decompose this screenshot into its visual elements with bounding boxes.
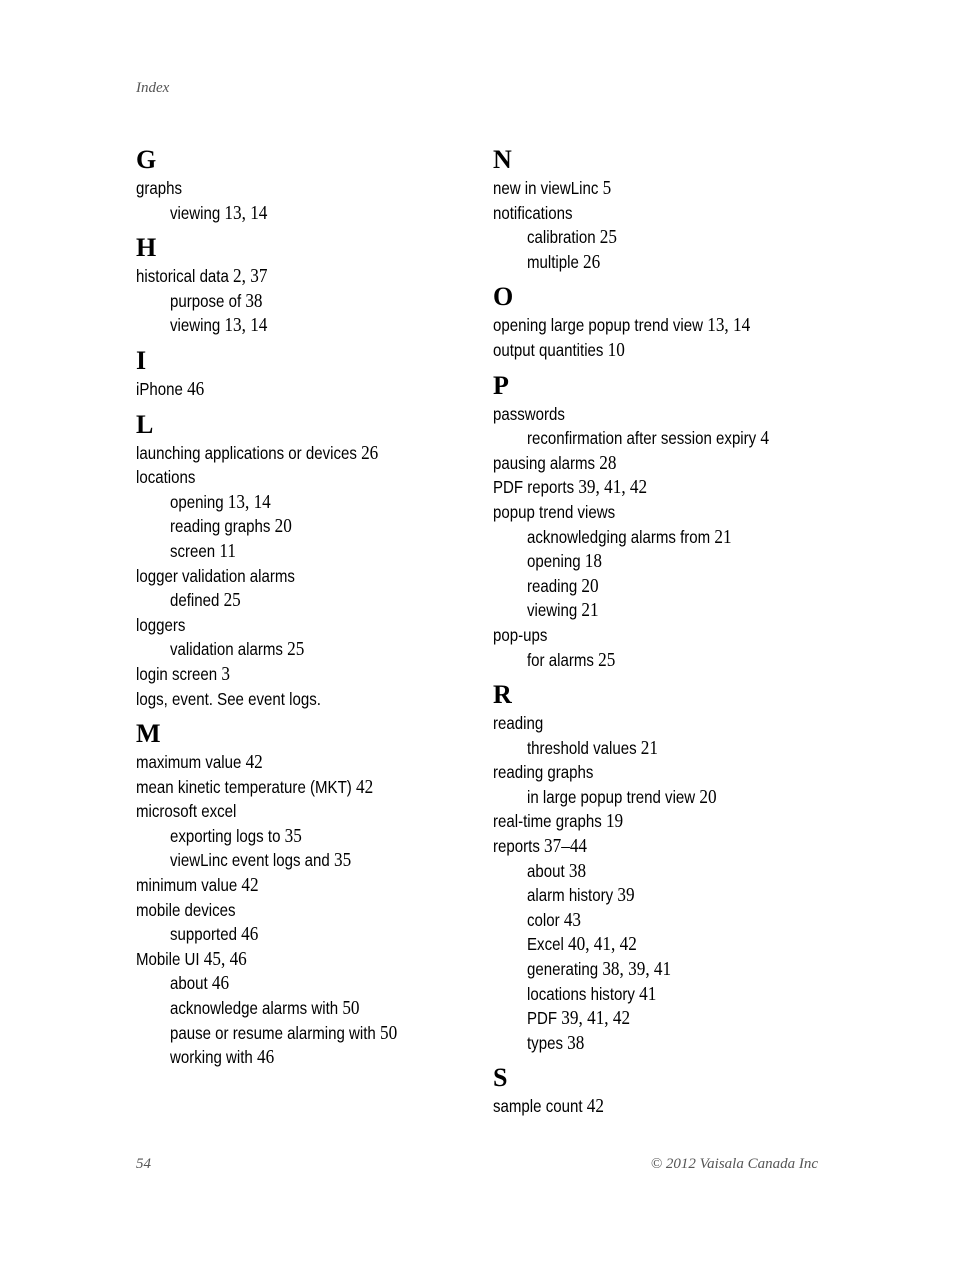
index-term: opening large popup trend view bbox=[493, 315, 704, 336]
index-page-refs: 46 bbox=[211, 972, 230, 995]
index-term: reports bbox=[493, 836, 540, 857]
index-term: mobile devices bbox=[136, 899, 236, 920]
index-subentry bbox=[136, 996, 476, 1021]
index-term: real-time graphs bbox=[493, 811, 602, 832]
index-page-refs: 21 bbox=[640, 736, 659, 759]
index-entry bbox=[493, 451, 833, 476]
index-page-refs: 38, 39, 41 bbox=[602, 958, 672, 981]
index-term: viewing bbox=[527, 600, 578, 621]
index-term: output quantities bbox=[493, 339, 604, 360]
index-term: generating bbox=[527, 959, 599, 980]
index-entry bbox=[136, 662, 476, 687]
index-term: exporting logs to bbox=[170, 825, 281, 846]
index-page-refs: 37–44 bbox=[544, 835, 588, 858]
index-subentry bbox=[136, 1021, 476, 1046]
index-subentry bbox=[136, 313, 476, 338]
index-subentry bbox=[136, 824, 476, 849]
index-subentry bbox=[136, 922, 476, 947]
index-term: pop-ups bbox=[493, 624, 548, 645]
index-page-refs: 13, 14 bbox=[227, 490, 271, 513]
index-page-refs: 35 bbox=[284, 824, 302, 847]
index-term: reading bbox=[493, 713, 544, 734]
index-page-refs: 39 bbox=[617, 884, 635, 907]
index-page-refs: 25 bbox=[599, 226, 618, 249]
index-entry bbox=[493, 623, 833, 648]
index-subentry bbox=[493, 598, 833, 623]
index-term: purpose of bbox=[170, 290, 242, 311]
index-term: calibration bbox=[527, 227, 596, 248]
index-entry bbox=[136, 775, 476, 800]
index-page-refs: 42 bbox=[586, 1095, 604, 1118]
index-term: locations bbox=[136, 467, 196, 488]
index-term: screen bbox=[170, 540, 216, 561]
index-section-letter: P bbox=[493, 370, 509, 400]
index-subentry bbox=[136, 637, 476, 662]
index-entry bbox=[493, 475, 833, 500]
index-term: supported bbox=[170, 924, 237, 945]
index-subentry bbox=[493, 250, 833, 275]
index-page-refs: 25 bbox=[223, 589, 241, 612]
index-subentry bbox=[493, 883, 833, 908]
index-entry bbox=[136, 465, 476, 490]
index-term: loggers bbox=[136, 614, 186, 635]
index-subentry bbox=[493, 785, 833, 810]
index-term: types bbox=[527, 1032, 563, 1053]
index-page-refs: 20 bbox=[581, 574, 599, 597]
index-entry bbox=[493, 760, 833, 785]
index-entry bbox=[136, 750, 476, 775]
index-subentry bbox=[136, 539, 476, 564]
index-section-letter: G bbox=[136, 145, 157, 174]
index-term: reconfirmation after session expiry bbox=[527, 428, 757, 449]
index-page-refs: 35 bbox=[333, 849, 352, 872]
index-term: threshold values bbox=[527, 737, 637, 758]
index-page-refs: 42 bbox=[241, 874, 259, 897]
index-page-refs: 13, 14 bbox=[224, 201, 268, 224]
index-entry bbox=[493, 338, 833, 363]
index-term: new in viewLinc bbox=[493, 178, 599, 198]
index-term: reading graphs bbox=[493, 762, 594, 783]
index-page-refs: 46 bbox=[241, 923, 259, 946]
index-term: color bbox=[527, 909, 560, 930]
index-entry bbox=[136, 441, 476, 466]
index-term: opening bbox=[170, 491, 224, 512]
index-subentry bbox=[493, 1031, 833, 1056]
index-term: sample count bbox=[493, 1096, 583, 1117]
index-page-refs: 42 bbox=[245, 751, 263, 774]
index-entry bbox=[493, 500, 833, 525]
index-page-refs: 13, 14 bbox=[224, 314, 268, 337]
index-entry bbox=[136, 687, 476, 712]
index-subentry bbox=[493, 908, 833, 933]
index-section-letter: S bbox=[493, 1063, 508, 1093]
index-page-refs: 43 bbox=[563, 908, 582, 931]
index-entry bbox=[136, 564, 476, 589]
index-page-refs: 39, 41, 42 bbox=[561, 1007, 631, 1030]
index-entry bbox=[493, 176, 833, 201]
index-term: viewing bbox=[170, 202, 221, 223]
index-page-refs: 5 bbox=[602, 177, 612, 199]
running-header: Index bbox=[136, 80, 170, 96]
index-term: graphs bbox=[136, 178, 183, 198]
index-subentry bbox=[493, 648, 833, 673]
index-page-refs: 42 bbox=[355, 775, 374, 798]
index-term: passwords bbox=[493, 403, 565, 424]
index-term: alarm history bbox=[527, 885, 614, 906]
index-entry bbox=[136, 613, 476, 638]
index-term: logs, event. See event logs. bbox=[136, 688, 321, 709]
index-page-refs: 25 bbox=[287, 638, 305, 661]
index-page-refs: 50 bbox=[379, 1021, 398, 1044]
index-term: historical data bbox=[136, 266, 229, 287]
index-entry bbox=[493, 402, 833, 427]
index-page-refs: 11 bbox=[219, 539, 236, 562]
index-page-refs: 38 bbox=[568, 859, 587, 882]
index-page-refs: 21 bbox=[581, 599, 599, 622]
index-page-refs: 2, 37 bbox=[233, 265, 268, 288]
index-term: acknowledge alarms with bbox=[170, 998, 339, 1019]
index-subentry bbox=[136, 490, 476, 515]
index-term: PDF bbox=[527, 1008, 558, 1029]
index-term: viewing bbox=[170, 315, 221, 336]
index-page-refs: 19 bbox=[605, 810, 624, 833]
index-term: launching applications or devices bbox=[136, 442, 357, 463]
index-term: opening bbox=[527, 551, 581, 572]
index-page-refs: 26 bbox=[583, 250, 601, 273]
index-term: in large popup trend view bbox=[527, 786, 696, 807]
index-page-refs: 40, 41, 42 bbox=[567, 933, 637, 956]
index-term: microsoft excel bbox=[136, 801, 237, 822]
index-term: logger validation alarms bbox=[136, 565, 295, 586]
index-page-refs: 38 bbox=[245, 289, 263, 312]
index-term: popup trend views bbox=[493, 501, 616, 522]
index-subentry bbox=[136, 588, 476, 613]
index-entry bbox=[493, 711, 833, 736]
index-entry bbox=[136, 947, 476, 972]
index-column-right bbox=[493, 143, 833, 1119]
index-term: minimum value bbox=[136, 875, 238, 896]
index-column-left bbox=[136, 143, 476, 1070]
index-subentry bbox=[493, 859, 833, 884]
index-page-refs: 50 bbox=[342, 997, 360, 1020]
index-entry bbox=[493, 809, 833, 834]
index-section-letter: H bbox=[136, 233, 157, 263]
index-term: viewLinc event logs and bbox=[170, 850, 330, 871]
index-entry bbox=[136, 377, 476, 402]
index-subentry bbox=[136, 514, 476, 539]
index-page-refs: 46 bbox=[257, 1046, 275, 1069]
index-term: login screen bbox=[136, 663, 218, 684]
index-term: pause or resume alarming with bbox=[170, 1022, 376, 1043]
index-page-refs: 13, 14 bbox=[707, 314, 751, 337]
index-page-refs: 46 bbox=[187, 377, 205, 400]
index-term: notifications bbox=[493, 202, 573, 223]
index-term: working with bbox=[170, 1047, 253, 1068]
copyright-notice: © 2012 Vaisala Canada Inc bbox=[650, 1156, 818, 1172]
index-page-refs: 39, 41, 42 bbox=[578, 476, 648, 499]
index-term: about bbox=[527, 860, 565, 881]
index-entry bbox=[493, 313, 833, 338]
index-term: reading graphs bbox=[170, 516, 271, 537]
index-entry bbox=[136, 176, 476, 201]
index-subentry bbox=[493, 736, 833, 761]
index-page-refs: 21 bbox=[714, 525, 732, 548]
index-entry bbox=[493, 834, 833, 859]
index-term: Excel bbox=[527, 934, 564, 955]
index-section-letter: I bbox=[136, 345, 147, 375]
index-subentry bbox=[493, 982, 833, 1007]
index-term: pausing alarms bbox=[493, 452, 596, 473]
index-subentry bbox=[493, 957, 833, 982]
index-subentry bbox=[493, 426, 833, 451]
index-page-refs: 20 bbox=[699, 785, 717, 808]
index-term: validation alarms bbox=[170, 639, 283, 660]
index-term: defined bbox=[170, 590, 220, 611]
index-page-refs: 10 bbox=[607, 338, 625, 361]
index-page-refs: 18 bbox=[584, 550, 602, 573]
index-term: about bbox=[170, 973, 208, 994]
index-term: iPhone bbox=[136, 378, 183, 399]
index-term: PDF reports bbox=[493, 477, 575, 498]
index-subentry bbox=[493, 1006, 833, 1031]
index-entry bbox=[136, 873, 476, 898]
index-page-refs: 28 bbox=[599, 451, 617, 474]
index-term: mean kinetic temperature (MKT) bbox=[136, 776, 352, 797]
index-term: acknowledging alarms from bbox=[527, 526, 711, 547]
index-subentry bbox=[493, 574, 833, 599]
index-subentry bbox=[493, 525, 833, 550]
index-subentry bbox=[136, 848, 476, 873]
index-subentry bbox=[136, 201, 476, 226]
index-entry bbox=[493, 201, 833, 226]
index-page-refs: 3 bbox=[221, 662, 230, 685]
index-subentry bbox=[136, 1045, 476, 1070]
index-entry bbox=[136, 799, 476, 824]
index-term: maximum value bbox=[136, 752, 242, 773]
index-term: Mobile UI bbox=[136, 948, 200, 969]
index-section-letter: M bbox=[136, 719, 161, 749]
index-term: for alarms bbox=[527, 649, 594, 670]
index-entry bbox=[136, 898, 476, 923]
index-page-refs: 26 bbox=[361, 441, 379, 464]
index-subentry bbox=[493, 932, 833, 957]
index-section-letter: R bbox=[493, 680, 512, 710]
page-number: 54 bbox=[136, 1156, 151, 1172]
index-page-refs: 20 bbox=[274, 515, 292, 538]
index-entry bbox=[493, 1094, 833, 1119]
index-term: reading bbox=[527, 575, 578, 596]
index-page-refs: 25 bbox=[598, 648, 616, 671]
index-page-refs: 41 bbox=[639, 982, 657, 1005]
index-section-letter: N bbox=[493, 145, 512, 174]
index-term: locations history bbox=[527, 983, 635, 1004]
index-entry bbox=[136, 264, 476, 289]
index-subentry bbox=[136, 971, 476, 996]
index-page-refs: 38 bbox=[567, 1031, 585, 1054]
index-section-letter: O bbox=[493, 282, 514, 312]
index-term: multiple bbox=[527, 251, 579, 272]
index-subentry bbox=[493, 549, 833, 574]
index-page-refs: 4 bbox=[760, 427, 769, 450]
index-page-refs: 45, 46 bbox=[203, 947, 247, 970]
index-subentry bbox=[136, 289, 476, 314]
index-section-letter: L bbox=[136, 409, 154, 439]
index-subentry bbox=[493, 225, 833, 250]
